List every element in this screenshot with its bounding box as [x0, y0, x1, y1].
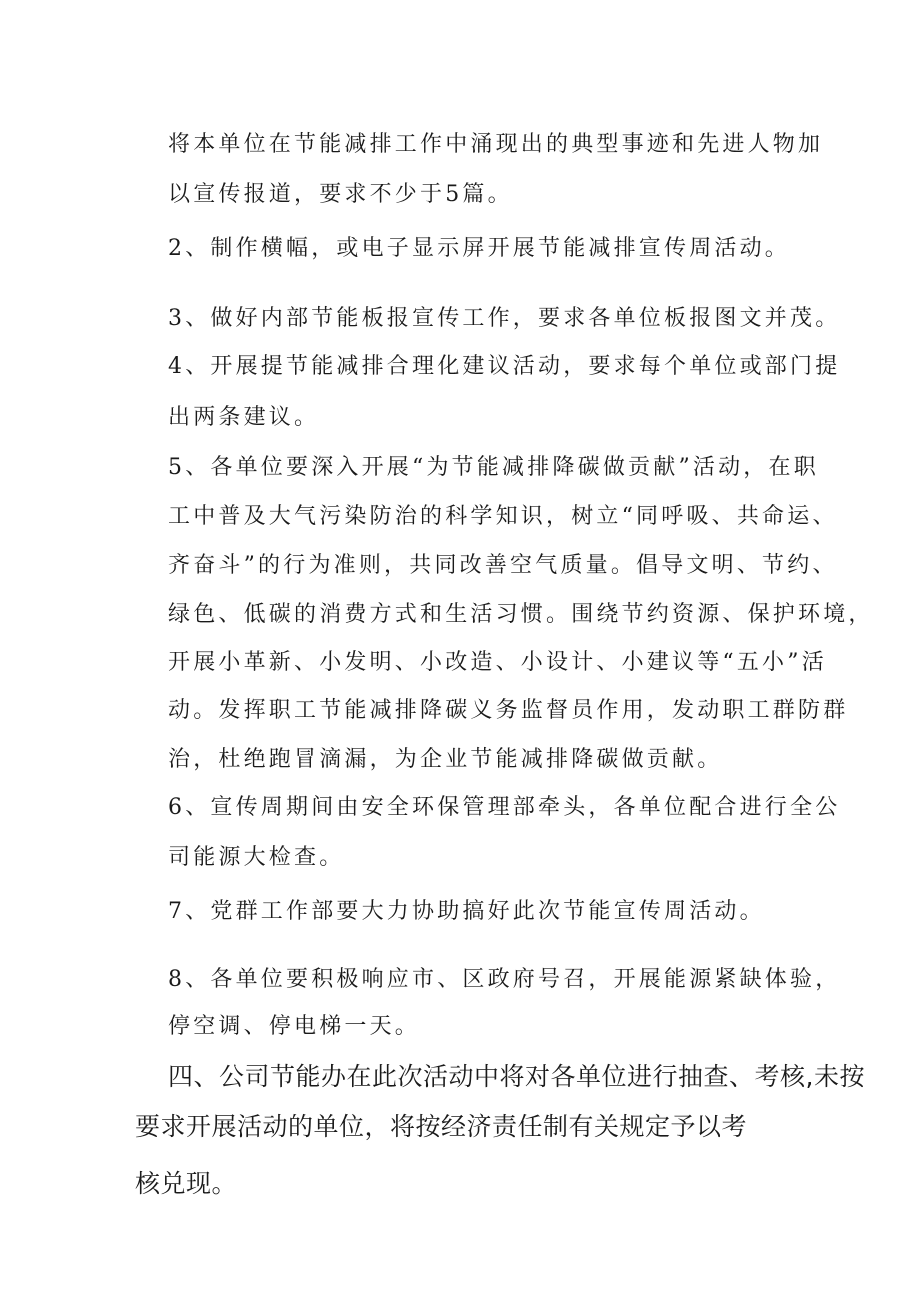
paragraph-1-line-1: 将本单位在节能减排工作中涌现出的典型事迹和先进人物加: [168, 132, 824, 157]
item-6-line-1: 6、宣传周期间由安全环保管理部牵头，各单位配合进行全公: [168, 795, 841, 820]
item-5-line-5: 开展小革新、小发明、小改造、小设计、小建议等“五小”活: [168, 650, 827, 675]
section-4-line-3: 核兑现。: [135, 1169, 238, 1198]
item-4-line-2: 出两条建议。: [168, 405, 320, 430]
item-5-line-4: 绿色、低碳的消费方式和生活习惯。围绕节约资源、保护环境，: [168, 602, 874, 627]
section-4-line-2: 要求开展活动的单位，将按经济责任制有关规定予以考: [135, 1112, 748, 1141]
item-7-line-1: 7、党群工作部要大力协助搞好此次节能宣传周活动。: [168, 899, 765, 924]
item-5-line-6: 动。发挥职工节能减排降碳义务监督员作用，发动职工群防群: [168, 698, 849, 723]
item-4-line-1: 4、开展提节能减排合理化建议活动，要求每个单位或部门提: [168, 354, 841, 379]
item-5-line-3: 齐奋斗”的行为准则，共同改善空气质量。倡导文明、节约、: [168, 553, 838, 578]
section-4-line-1: 四、公司节能办在此次活动中将对各单位进行抽查、考核,未按: [168, 1062, 865, 1091]
paragraph-1-line-2: 以宣传报道，要求不少于5篇。: [168, 182, 513, 207]
item-5-line-1: 5、各单位要深入开展“为节能减排降碳做贡献”活动，在职: [168, 455, 819, 480]
item-5-line-7: 治，杜绝跑冒滴漏，为企业节能减排降碳做贡献。: [168, 747, 723, 772]
item-6-line-2: 司能源大检查。: [168, 845, 345, 870]
item-3-line-1: 3、做好内部节能板报宣传工作，要求各单位板报图文并茂。: [168, 306, 841, 331]
item-8-line-2: 停空调、停电梯一天。: [168, 1014, 421, 1039]
item-2-line-1: 2、制作横幅，或电子显示屏开展节能减排宣传周活动。: [168, 236, 790, 261]
item-5-line-2: 工中普及大气污染防治的科学知识，树立“同呼吸、共命运、: [168, 504, 838, 529]
item-8-line-1: 8、各单位要积极响应市、区政府号召，开展能源紧缺体验，: [168, 967, 841, 992]
